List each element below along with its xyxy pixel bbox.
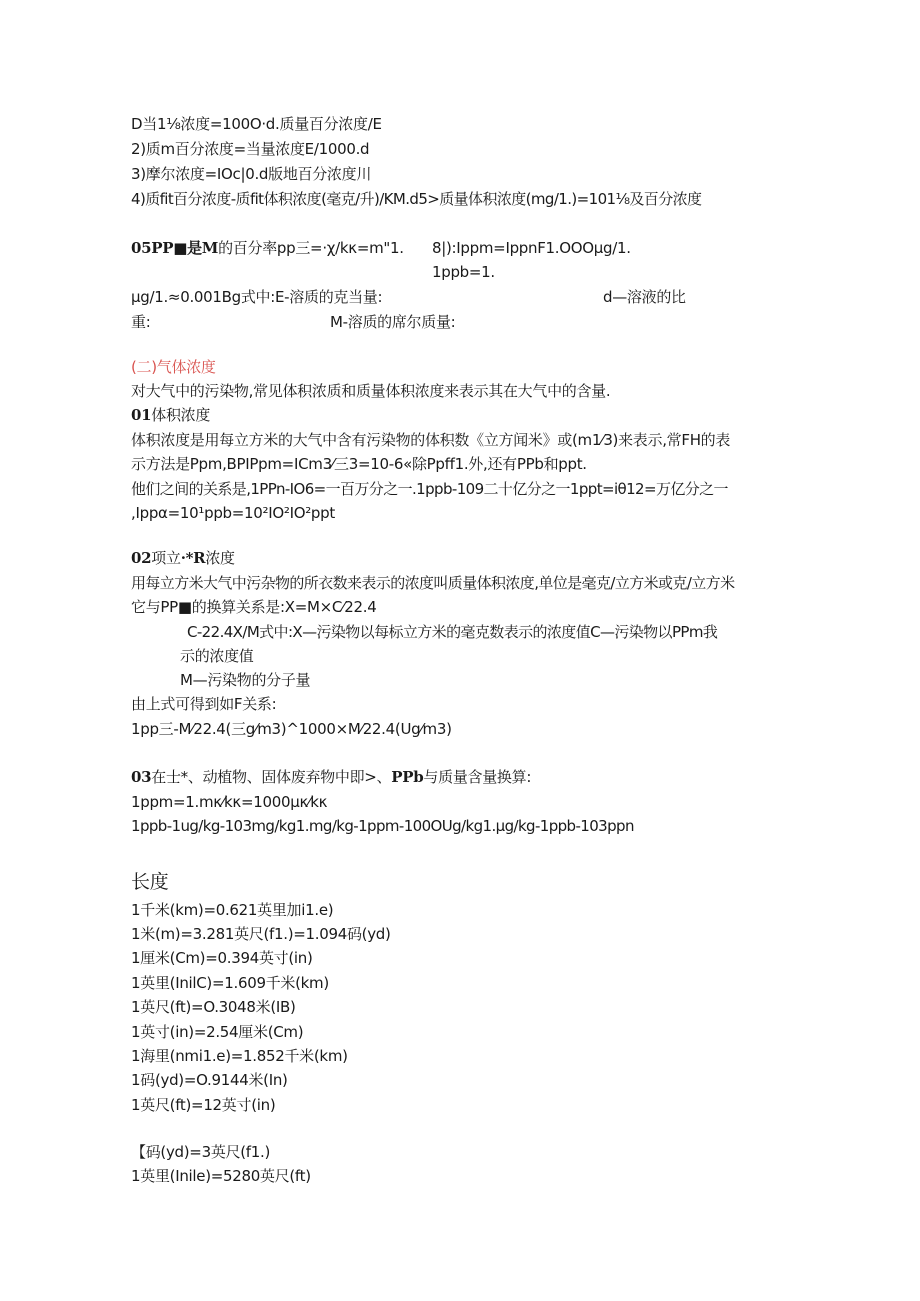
conversion-line: D当1⅛浓度=100O·d.质量百分浓度/E (131, 115, 382, 133)
conversion-line: 2)质m百分浓度=当量浓度E/1000.d (131, 140, 370, 158)
paragraph: 示的浓度值 (180, 647, 254, 665)
subsection-title-bold: 03 (131, 768, 152, 786)
subsection-title-text: 浓度 (205, 549, 235, 567)
ppm-relation: 8|):Ippm=IppnF1.OOOμg/1. (432, 239, 631, 257)
paragraph: 1ppb-1ug/kg-103mg/kg1.mg/kg-1ppm-100OUg/kg1.μg/kg-1ppb-103ppn (131, 817, 634, 835)
list-item: 1英尺(ft)=O.3048米(IB) (131, 998, 296, 1016)
formula-note: μg/1.≈0.001Bg式中:E-溶质的克当量: (131, 288, 383, 306)
section-title-gas: (二)气体浓度 (131, 358, 216, 376)
paragraph: 示方法是Ppm,BPIPpm=ICm3⁄三3=10-6«除Ppff1.外,还有PPb和ppt. (131, 455, 587, 473)
list-item: 1千米(km)=0.621英里加i1.e) (131, 901, 334, 919)
list-item: 1英里(InilC)=1.609千米(km) (131, 974, 329, 992)
ppm-heading-rest: 的百分率pp三=·χ/kκ=m"1. (218, 239, 404, 257)
subsection-title-bold: PPb (391, 768, 424, 786)
formula-note: M-溶质的席尔质量: (330, 313, 456, 331)
conversion-line: 4)质fit百分浓度-质fit体积浓度(毫克/升)/KM.d5>质量体积浓度(mg/1.)=101⅛及百分浓度 (131, 190, 702, 208)
paragraph: 它与PP■的换算关系是:X=M×C⁄22.4 (131, 598, 377, 616)
paragraph: ,Ippα=10¹ppb=10²IO²IO²ppt (131, 504, 335, 522)
subsection-title (131, 551, 235, 566)
subsection-title-bold: ·*R (180, 549, 206, 567)
list-item: 1英里(Inile)=5280英尺(ft) (131, 1167, 311, 1185)
subsection-title-bold: 01 (131, 406, 152, 424)
paragraph: M—污染物的分子量 (180, 671, 311, 689)
subsection-title-bold: 02 (131, 549, 152, 567)
paragraph: 由上式可得到如F关系: (131, 695, 277, 713)
list-item: 1英寸(in)=2.54厘米(Cm) (131, 1023, 304, 1041)
list-item: 【码(yd)=3英尺(f1.) (131, 1143, 271, 1161)
subsection-title-text: 与质量含量换算: (423, 768, 532, 786)
list-item: 1码(yd)=O.9144米(In) (131, 1071, 288, 1089)
list-item: 1海里(nmi1.e)=1.852千米(km) (131, 1047, 348, 1065)
paragraph: 用每立方米大气中污杂物的所衣数来表示的浓度叫质量体积浓度,单位是毫克/立方米或克/立方米 (131, 574, 735, 592)
paragraph: 他们之间的关系是,1PPn-IO6=一百万分之一.1ppb-109二十亿分之一1ppt=iθ12=万亿分之一 (131, 480, 728, 498)
subsection-title (131, 770, 531, 785)
ppm-heading-bold: 05PP■是M (131, 239, 219, 257)
section-title-length: 长度 (131, 871, 169, 893)
paragraph: 对大气中的污染物,常见体积浓质和质量体积浓度来表示其在大气中的含量. (131, 382, 611, 400)
paragraph: C-22.4X/M式中:X—污染物以每标立方米的毫克数表示的浓度值C—污染物以PPm我 (187, 623, 718, 641)
paragraph: 1ppm=1.mκ⁄kκ=1000μκ⁄kκ (131, 793, 328, 811)
subsection-title-text: 体积浓度 (151, 406, 211, 424)
list-item: 1英尺(ft)=12英寸(in) (131, 1096, 276, 1114)
list-item: 1米(m)=3.281英尺(f1.)=1.094码(yd) (131, 925, 391, 943)
conversion-line: 3)摩尔浓度=IOc|0.d版地百分浓度川 (131, 165, 372, 183)
formula-note: d—溶液的比 (603, 288, 686, 306)
formula-note: 重: (131, 313, 151, 331)
subsection-title (131, 408, 210, 423)
list-item: 1厘米(Cm)=0.394英寸(in) (131, 949, 313, 967)
paragraph: 体积浓度是用每立方米的大气中含有污染物的体积数《立方闻米》或(m1⁄3)来表示,常FH的表 (131, 431, 731, 449)
ppb-relation: 1ppb=1. (432, 263, 495, 281)
ppm-heading (131, 241, 404, 256)
paragraph: 1pp三-M⁄22.4(三g⁄m3)^1000×M⁄22.4(Ug⁄m3) (131, 720, 452, 738)
subsection-title-text: 项立 (151, 549, 181, 567)
subsection-title-text: 在士*、动植物、固体废弃物中即>、 (151, 768, 392, 786)
